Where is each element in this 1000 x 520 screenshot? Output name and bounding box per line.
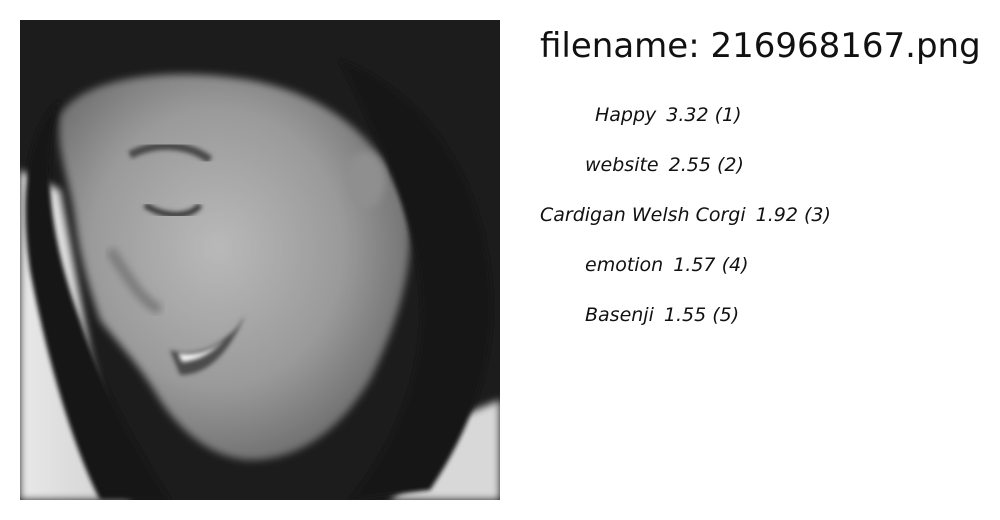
- prediction-score: 1.92 (3): [755, 204, 831, 226]
- portrait-illustration: [20, 20, 500, 500]
- prediction-label: Happy: [595, 104, 657, 126]
- prediction-score: 1.55 (5): [663, 304, 740, 326]
- prediction-item: [595, 100, 742, 130]
- prediction-score: 1.57 (4): [673, 254, 749, 276]
- prediction-item: [540, 200, 831, 230]
- prediction-label: Basenji: [585, 304, 654, 326]
- photo-grayscale-portrait: [20, 20, 500, 500]
- filename-heading: filename: 216968167.png: [540, 26, 981, 66]
- prediction-item: [585, 250, 748, 280]
- prediction-label: Cardigan Welsh Corgi: [540, 204, 746, 226]
- prediction-score: 3.32 (1): [666, 104, 742, 126]
- prediction-label: website: [585, 154, 659, 176]
- prediction-item: [585, 300, 739, 330]
- prediction-item: [585, 150, 744, 180]
- prediction-score: 2.55 (2): [668, 154, 744, 176]
- prediction-label: emotion: [585, 254, 664, 276]
